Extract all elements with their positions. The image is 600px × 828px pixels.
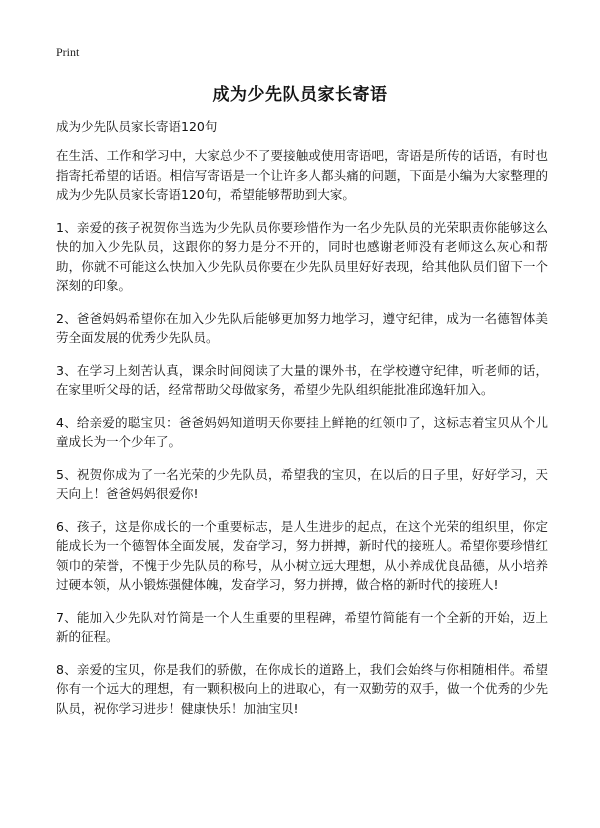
list-item: 7、能加入少先队对竹简是一个人生重要的里程碑，希望竹简能有一个全新的开始，迈上新的征程。 (56, 609, 548, 644)
list-item: 4、给亲爱的聪宝贝：爸爸妈妈知道明天你要挂上鲜艳的红领巾了，这标志着宝贝从个儿童成长为一个少年了。 (56, 414, 548, 449)
article-body (56, 117, 548, 731)
list-item: 1、亲爱的孩子祝贺你当选为少先队员你要珍惜作为一名少先队员的光荣职责你能够这么快的加入少先队员，这跟你的努力是分不开的，同时也感谢老师没有老师这么灰心和帮助，你就不可能这么快加入少先队员你要在少先队员里好好表现，给其他队员们留下一个深刻的印象。 (56, 219, 548, 293)
print-link[interactable]: Print (56, 45, 80, 59)
list-item: 5、祝贺你成为了一名光荣的少先队员，希望我的宝贝，在以后的日子里，好好学习，天天向上！爸爸妈妈很爱你! (56, 466, 548, 501)
list-item: 8、亲爱的宝贝，你是我们的骄傲，在你成长的道路上，我们会始终与你相随相伴。希望你有一个远大的理想，有一颗积极向上的进取心，有一双勤劳的双手，做一个优秀的少先队员，祝你学习进步！健康快乐！加油宝贝! (56, 661, 548, 716)
intro-paragraph: 在生活、工作和学习中，大家总少不了要接触或使用寄语吧，寄语是所传的话语，有时也指寄托希望的话语。相信写寄语是一个让许多人都头痛的问题，下面是小编为大家整理的成为少先队员家长寄语120句，希望能够帮助到大家。 (56, 148, 548, 202)
page-title: 成为少先队员家长寄语 (212, 85, 388, 105)
article-subtitle: 成为少先队员家长寄语120句 (56, 119, 218, 134)
list-item: 3、在学习上刻苦认真，课余时间阅读了大量的课外书，在学校遵守纪律，听老师的话，在家里听父母的话，经常帮助父母做家务，希望少先队组织能批准邱逸轩加入。 (56, 362, 548, 397)
list-item: 6、孩子，这是你成长的一个重要标志，是人生进步的起点，在这个光荣的组织里，你定能成长为一个德智体全面发展，发奋学习，努力拼搏，新时代的接班人。希望你要珍惜红领巾的荣誉，不愧于少先队员的称号，从小树立远大理想，从小养成优良品德，从小培养过硬本领，从小锻炼强健体魄，发奋学习，努力拼搏，做合格的新时代的接班人! (56, 518, 548, 592)
list-item: 2、爸爸妈妈希望你在加入少先队后能够更加努力地学习，遵守纪律，成为一名德智体美劳全面发展的优秀少先队员。 (56, 310, 548, 345)
